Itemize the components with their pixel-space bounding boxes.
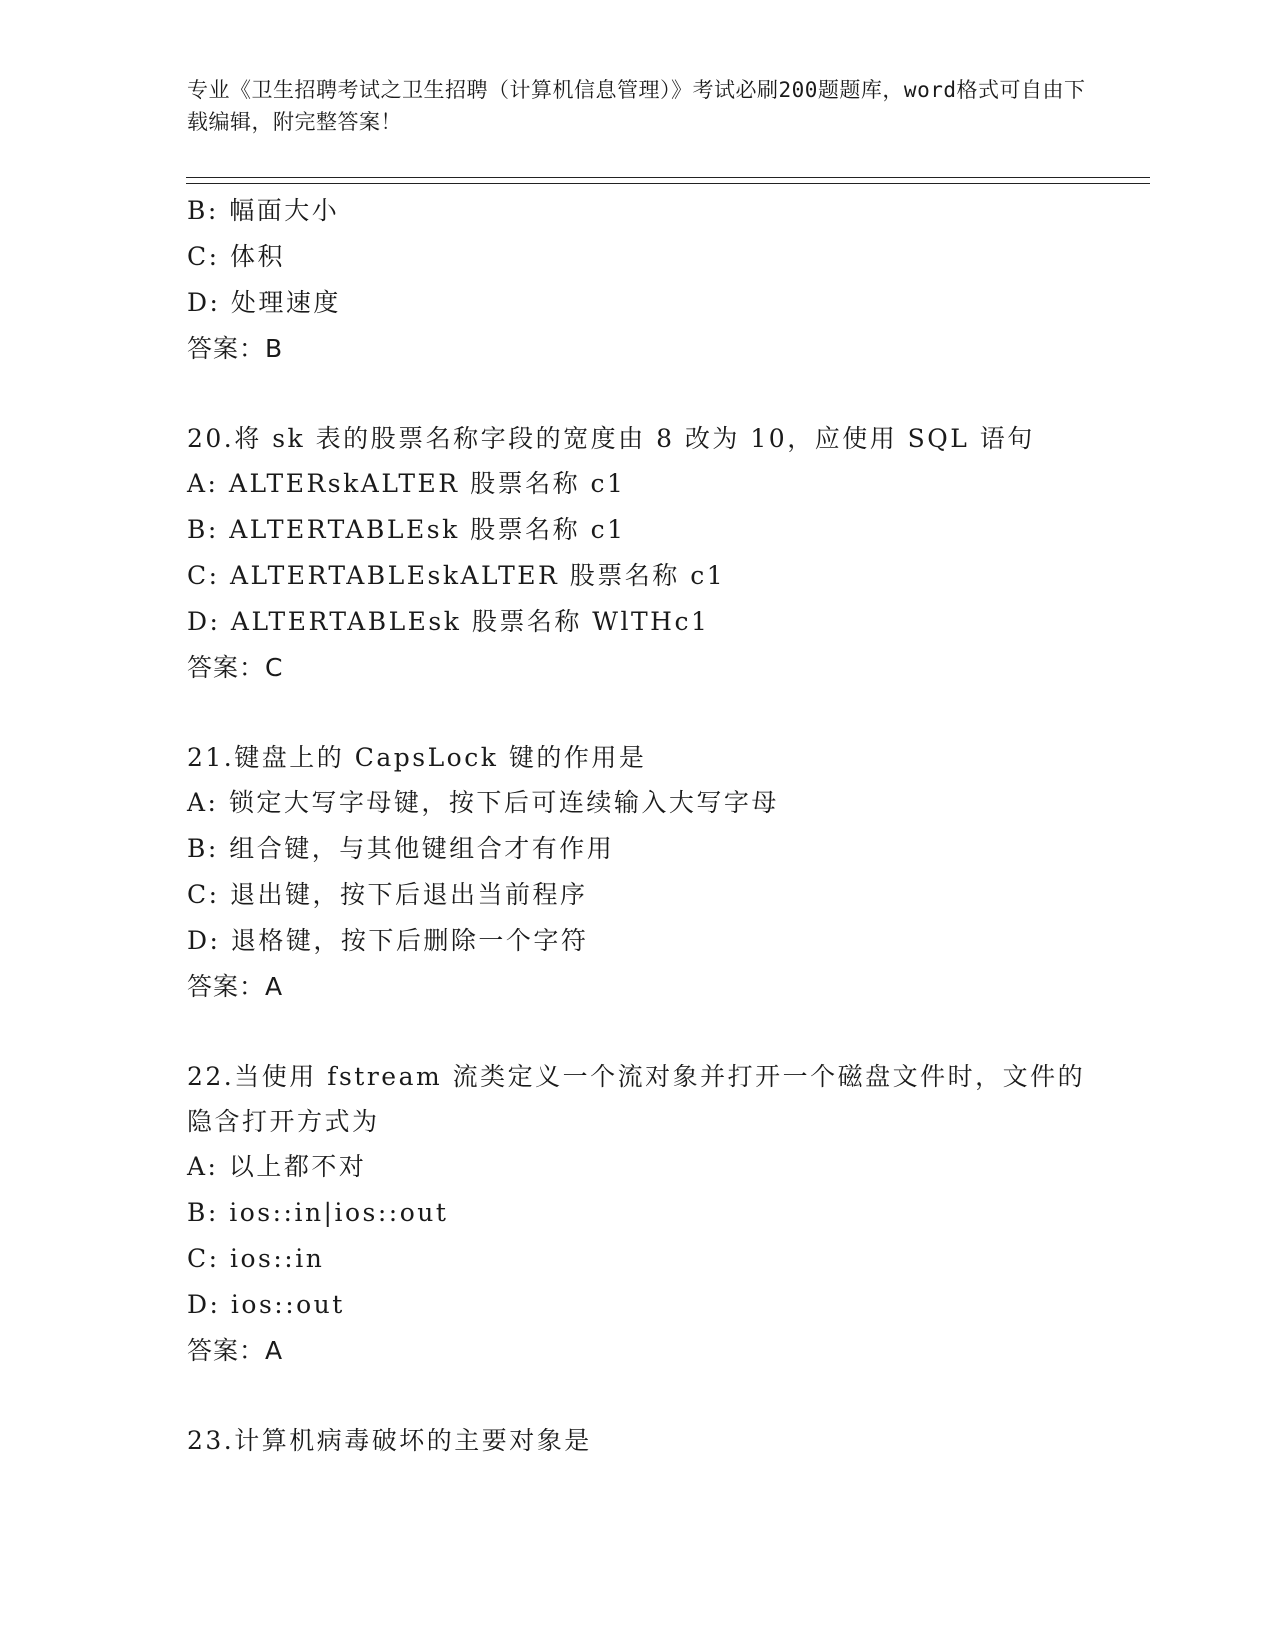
option-b: B: ios::in|ios::out — [187, 1198, 449, 1227]
question-23 — [187, 1418, 1087, 1463]
answer-line: 答案：A — [187, 972, 284, 1001]
header-rule-bottom — [186, 183, 1150, 184]
option-c: C: 退出键，按下后退出当前程序 — [187, 880, 588, 909]
question-text: 20.将 sk 表的股票名称字段的宽度由 8 改为 10，应使用 SQL 语句 — [187, 424, 1035, 453]
question-list — [187, 188, 1087, 1463]
option-b: B: 幅面大小 — [187, 196, 340, 225]
option-d: D: ios::out — [187, 1290, 345, 1319]
option-b: B: ALTERTABLEsk 股票名称 c1 — [187, 515, 626, 544]
header-rule-top — [186, 177, 1150, 178]
question-20 — [187, 416, 1087, 691]
option-a: A: 锁定大写字母键，按下后可连续输入大写字母 — [187, 788, 779, 817]
answer-line: 答案：C — [187, 653, 284, 682]
option-d: D: 退格键，按下后删除一个字符 — [187, 926, 589, 955]
question-22 — [187, 1054, 1087, 1374]
option-d: D: 处理速度 — [187, 288, 341, 317]
document-header: 专业《卫生招聘考试之卫生招聘（计算机信息管理）》考试必刷200题题库，word格式可自由下载编辑，附完整答案！ — [187, 78, 1086, 134]
option-c: C: ALTERTABLEskALTER 股票名称 c1 — [187, 561, 726, 590]
question-21 — [187, 735, 1087, 1010]
previous-question-tail — [187, 188, 1087, 372]
answer-line: 答案：A — [187, 1336, 284, 1365]
option-b: B: 组合键，与其他键组合才有作用 — [187, 834, 615, 863]
answer-line: 答案：B — [187, 334, 284, 363]
question-text: 22.当使用 fstream 流类定义一个流对象并打开一个磁盘文件时，文件的隐含打开方式为 — [187, 1062, 1086, 1136]
option-a: A: ALTERskALTER 股票名称 c1 — [187, 469, 626, 498]
option-c: C: 体积 — [187, 242, 285, 271]
question-text: 21.键盘上的 CapsLock 键的作用是 — [187, 743, 647, 772]
option-a: A: 以上都不对 — [187, 1152, 367, 1181]
question-text: 23.计算机病毒破坏的主要对象是 — [187, 1426, 592, 1455]
option-d: D: ALTERTABLEsk 股票名称 WlTHc1 — [187, 607, 710, 636]
option-c: C: ios::in — [187, 1244, 325, 1273]
